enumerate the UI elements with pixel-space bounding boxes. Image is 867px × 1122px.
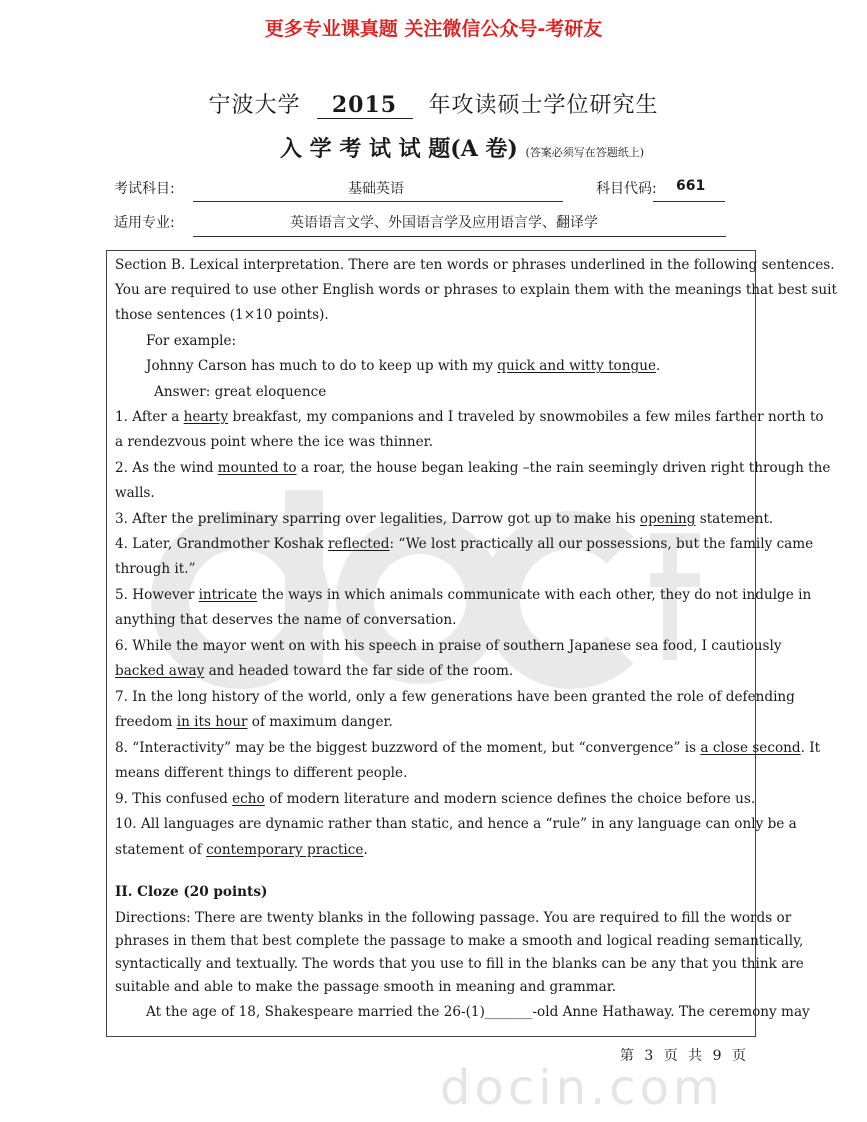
text-span: of modern literature and modern science defines the choice before us. (264, 791, 756, 807)
title-rest: 年攻读硕士学位研究生 (428, 93, 659, 118)
subject-label: 考试科目: (114, 181, 175, 197)
underlined-phrase: contemporary practice (206, 842, 364, 858)
text-line: For example: (146, 333, 237, 349)
text-span: 4. Later, Grandmother Koshak (115, 536, 329, 552)
text-span: breakfast, my companions and I traveled by snowmobiles a few miles farther north to (228, 409, 824, 425)
text-span: 1. After a (115, 409, 184, 425)
exam-note: (答案必须写在答题纸上) (525, 146, 645, 159)
text-span: freedom (115, 714, 177, 730)
text-line: means different things to different people. (115, 765, 408, 781)
text-line: a rendezvous point where the ice was thinner. (115, 434, 434, 450)
text-line: Section B. Lexical interpretation. There are ten words or phrases underlined in the following sentences. (115, 257, 835, 273)
question-2 (115, 458, 831, 478)
underlined-phrase: in its hour (176, 714, 248, 730)
major-label: 适用专业: (114, 215, 175, 231)
docin-watermark-text: docin.com (440, 1060, 724, 1116)
text-span: Johnny Carson has much to do to keep up with my (146, 358, 498, 374)
text-span: : “We lost practically all our possessions, but the family came (389, 536, 814, 552)
text-span: . (363, 842, 368, 858)
exam-title: 入 学 考 试 试 题(A 卷) (280, 136, 518, 162)
code-label: 科目代码: (596, 181, 657, 197)
text-span: 2. As the wind (115, 460, 218, 476)
text-line: 6. While the mayor went on with his speech in praise of southern Japanese sea food, I cautiously (115, 638, 782, 654)
exam-title-line2 (280, 132, 644, 163)
major-underline (193, 236, 726, 237)
code-underline (653, 201, 725, 202)
section-heading-cloze: II. Cloze (20 points) (115, 884, 268, 900)
text-span: . It (800, 740, 821, 756)
text-line: You are required to use other English words or phrases to explain them with the meanings that best suit (115, 282, 837, 298)
exam-title-line1 (0, 88, 867, 119)
question-5 (115, 585, 812, 605)
question-8 (115, 738, 821, 758)
underlined-word: opening (639, 511, 696, 527)
question-6-cont (115, 661, 751, 681)
underlined-word: mounted to (217, 460, 297, 476)
underlined-phrase: a close second (700, 740, 801, 756)
underlined-word: echo (232, 791, 265, 807)
text-line: anything that deserves the name of conversation. (115, 612, 457, 628)
text-span: 5. However (115, 587, 199, 603)
subject-value: 基础英语 (348, 181, 404, 197)
text-span: 9. This confused (115, 791, 233, 807)
code-value: 661 (676, 178, 706, 194)
text-span: and headed toward the far side of the room. (204, 663, 514, 679)
question-4 (115, 534, 814, 554)
text-span: 3. After the preliminary sparring over legalities, Darrow got up to make his (115, 511, 640, 527)
university-name: 宁波大学 (208, 93, 301, 118)
underlined-word: reflected (328, 536, 390, 552)
question-9 (115, 789, 756, 809)
underlined-word: intricate (198, 587, 258, 603)
text-span: statement. (695, 511, 774, 527)
text-line: At the age of 18, Shakespeare married the 26-(1)_______-old Anne Hathaway. The ceremony may (146, 1004, 810, 1020)
text-span: . (656, 358, 661, 374)
underlined-word: hearty (183, 409, 229, 425)
underlined-phrase: backed away (115, 663, 205, 679)
question-3 (115, 509, 774, 529)
text-span: 8. “Interactivity” may be the biggest buzzword of the moment, but “convergence” is (115, 740, 701, 756)
text-span: the ways in which animals communicate with each other, they do not indulge in (257, 587, 812, 603)
text-line: Directions: There are twenty blanks in the following passage. You are required to fill the words or (115, 910, 792, 926)
underlined-phrase: quick and witty tongue (497, 358, 656, 374)
question-1 (115, 407, 824, 427)
text-span: a roar, the house began leaking –the rain seemingly driven right through the (296, 460, 831, 476)
text-line: those sentences (1×10 points). (115, 307, 329, 323)
exam-year: 2015 (317, 92, 413, 119)
subject-underline (193, 201, 563, 202)
text-span: of maximum danger. (247, 714, 393, 730)
example-sentence (146, 356, 782, 376)
text-line: phrases in them that best complete the passage to make a smooth and logical reading semantically, (115, 933, 804, 949)
major-value: 英语语言文学、外国语言学及应用语言学、翻译学 (290, 215, 598, 231)
text-span: statement of (115, 842, 207, 858)
promo-banner: 更多专业课真题 关注微信公众号-考研友 (264, 18, 603, 40)
question-10-cont (115, 840, 751, 860)
page-number: 第 3 页 共 9 页 (619, 1048, 749, 1064)
text-line: through it.” (115, 561, 196, 577)
text-line: Answer: great eloquence (154, 384, 327, 400)
text-line: syntactically and textually. The words that you use to fill in the blanks can be any that you think are (115, 956, 804, 972)
text-line: 7. In the long history of the world, only a few generations have been granted the role of defending (115, 689, 795, 705)
text-line: walls. (115, 485, 155, 501)
text-line: suitable and able to make the passage smooth in meaning and grammar. (115, 979, 617, 995)
text-line: 10. All languages are dynamic rather than static, and hence a “rule” in any language can only be a (115, 816, 797, 832)
question-7-cont (115, 712, 751, 732)
